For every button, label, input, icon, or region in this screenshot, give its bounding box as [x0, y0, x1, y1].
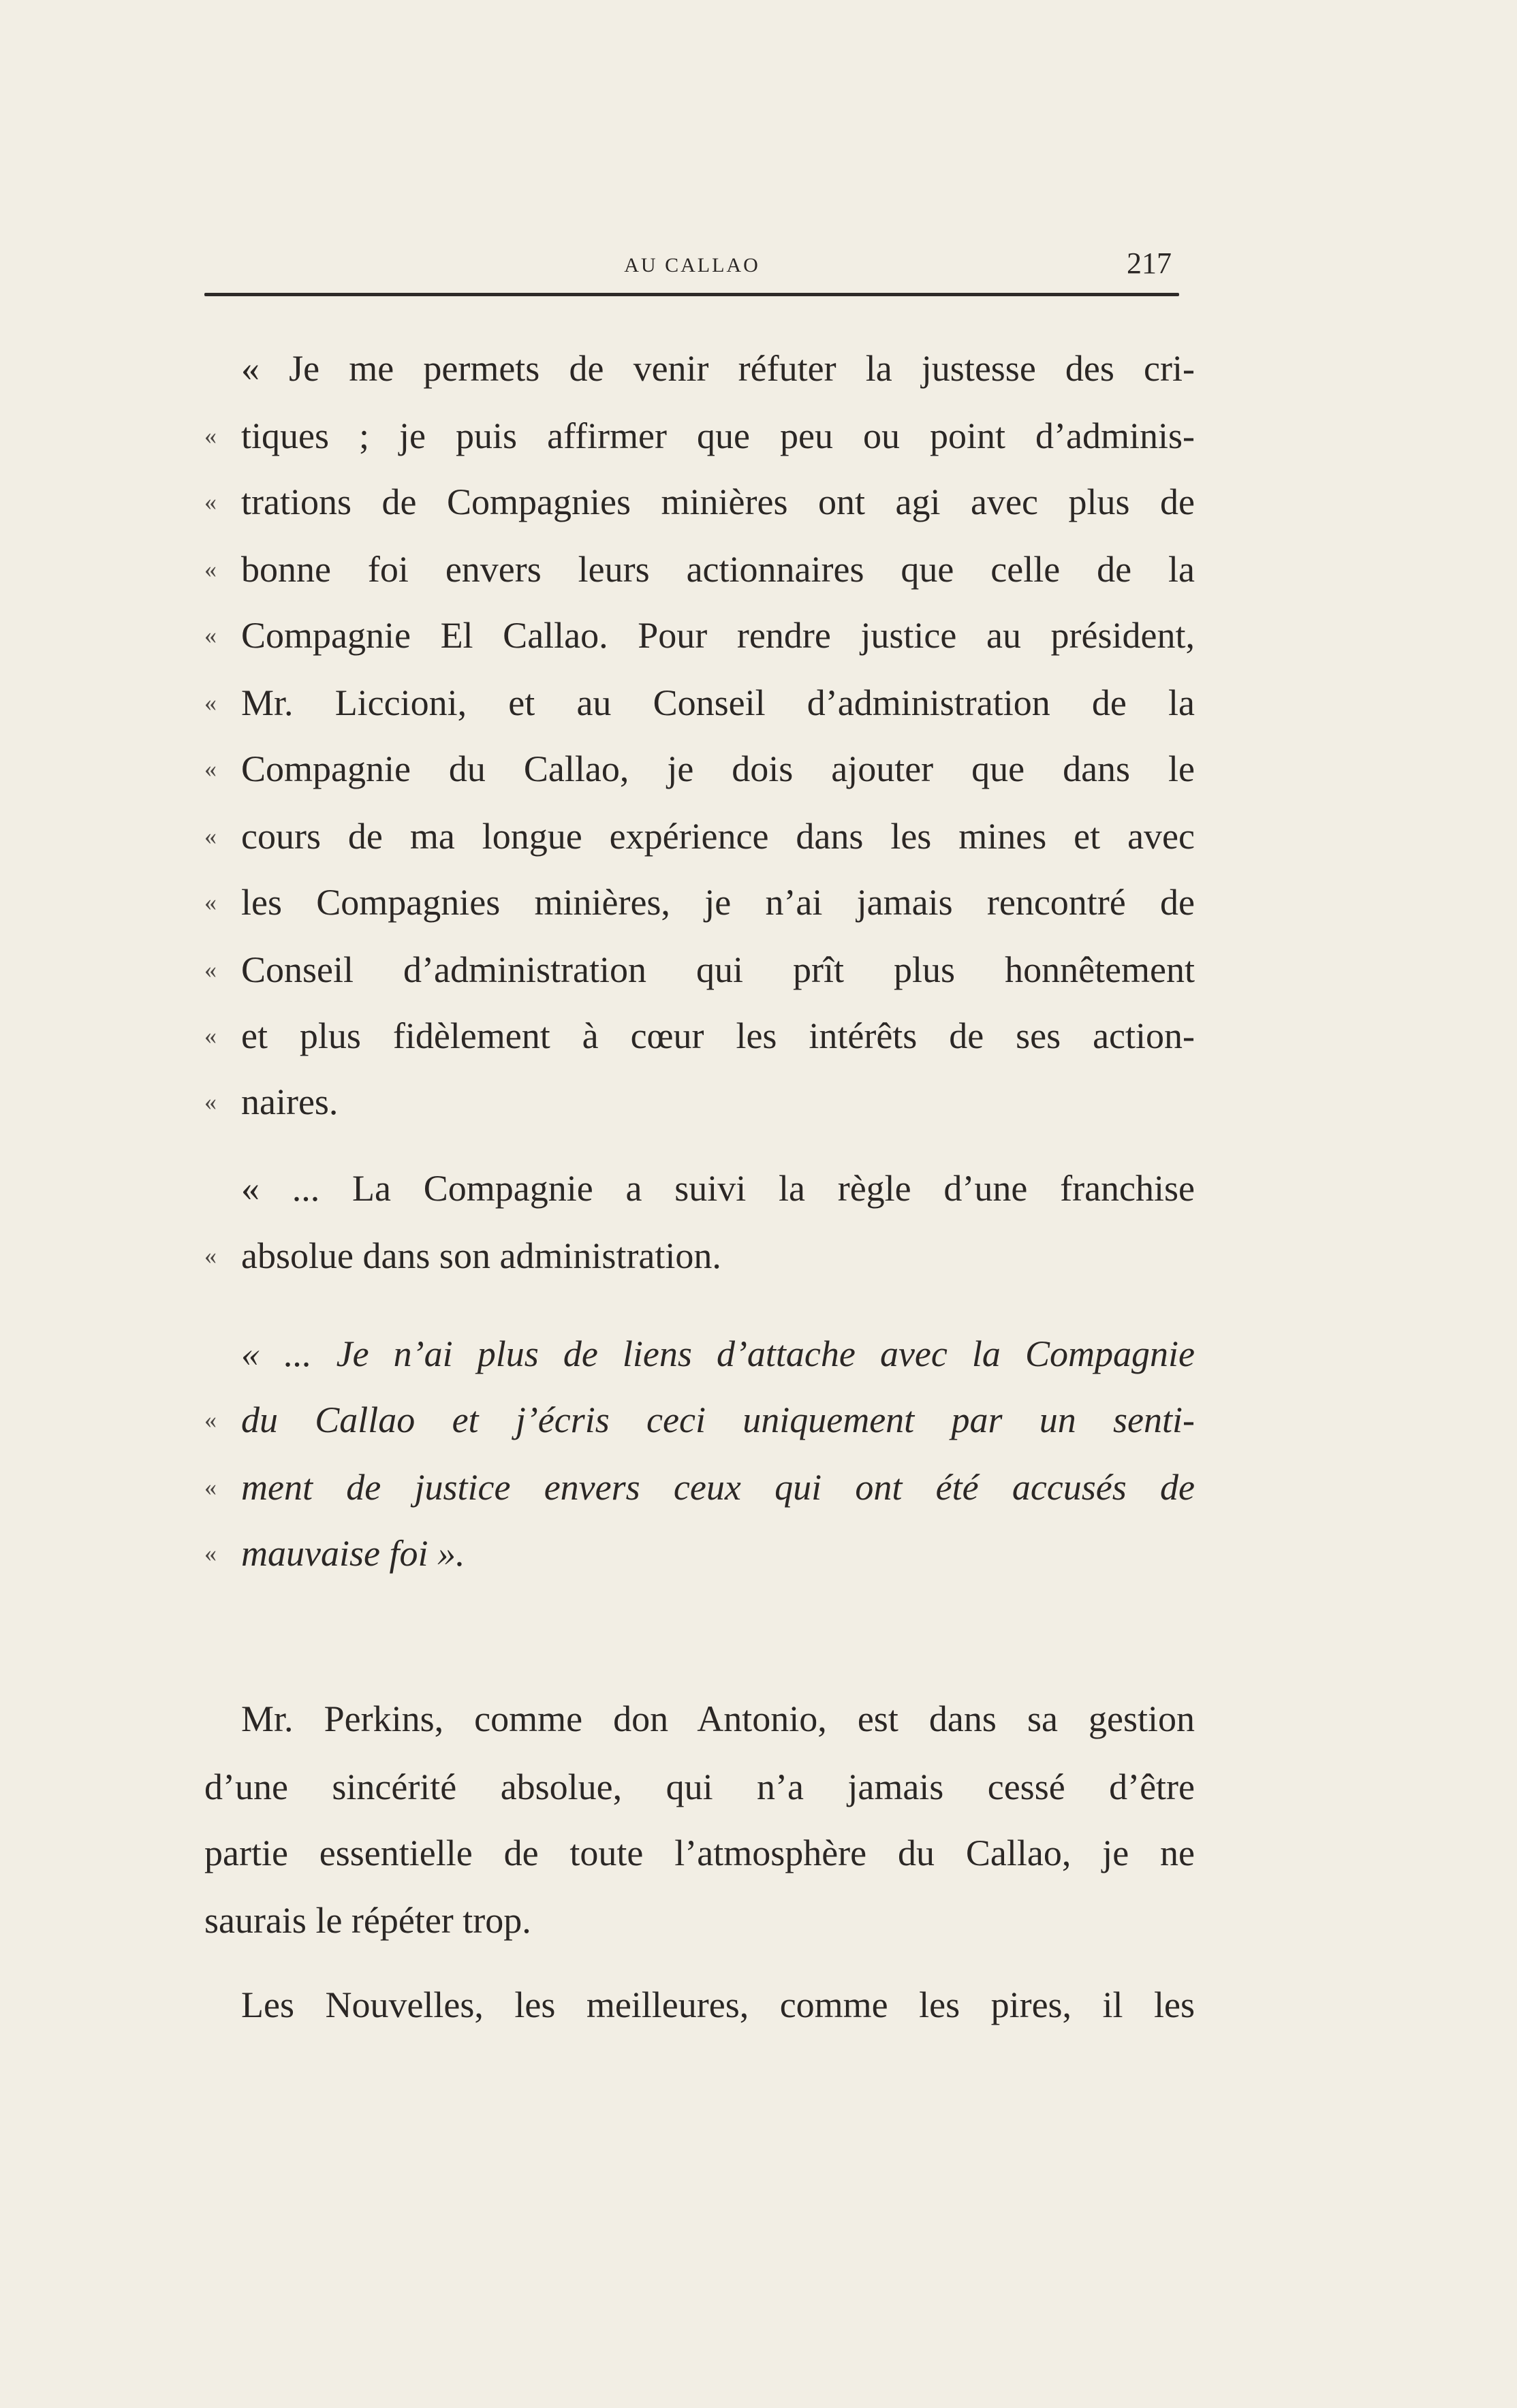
text-line — [204, 535, 1195, 603]
text-line — [204, 669, 1195, 737]
line-text: Compagnie du Callao, je dois ajouter que dans le — [241, 748, 1195, 789]
line-text: cours de ma longue expérience dans les mines et avec — [241, 816, 1195, 857]
line-text: Les Nouvelles, les meilleures, comme les pires, il les — [241, 1984, 1195, 2025]
text-line — [204, 601, 1195, 669]
text-line — [204, 1971, 1195, 2039]
line-text: partie essentielle de toute l’atmosphère du Callao, je ne — [204, 1833, 1195, 1873]
line-text: « ... Je n’ai plus de liens d’attache avec la Compagnie — [241, 1333, 1195, 1374]
line-text: les Compagnies minières, je n’ai jamais rencontré de — [241, 882, 1195, 923]
running-head: AU CALLAO — [624, 254, 760, 276]
text-line — [204, 334, 1195, 402]
text-line — [204, 1819, 1195, 1887]
quote-mark: « — [204, 1022, 217, 1049]
page-number: 217 — [1127, 247, 1172, 280]
line-text: saurais le répéter trop. — [204, 1900, 531, 1941]
line-text: Conseil d’administration qui prît plus honnêtement — [241, 949, 1195, 990]
line-text: « ... La Compagnie a suivi la règle d’une franchise — [241, 1168, 1195, 1209]
line-text: et plus fidèlement à cœur les intérêts de ses action- — [241, 1015, 1195, 1056]
quote-mark: « — [204, 755, 217, 782]
quote-mark: « — [204, 1474, 217, 1501]
text-line — [204, 1453, 1195, 1521]
text-line — [204, 468, 1195, 536]
text-line — [204, 1886, 1195, 1954]
text-line — [204, 1222, 1195, 1290]
quote-mark: « — [204, 823, 217, 850]
text-line — [204, 1753, 1195, 1821]
line-text: naires. — [241, 1081, 339, 1122]
quote-mark: « — [204, 1242, 217, 1269]
line-text: du Callao et j’écris ceci uniquement par un senti- — [241, 1399, 1195, 1440]
line-text: Mr. Liccioni, et au Conseil d’administration de la — [241, 682, 1195, 723]
line-text: absolue dans son administration. — [241, 1235, 721, 1276]
text-line — [204, 802, 1195, 870]
line-text: d’une sincérité absolue, qui n’a jamais cessé d’être — [204, 1767, 1195, 1807]
line-text: tiques ; je puis affirmer que peu ou point d’adminis- — [241, 415, 1195, 456]
quote-mark: « — [204, 1088, 217, 1115]
quote-mark: « — [204, 689, 217, 716]
text-line — [204, 936, 1195, 1004]
text-line — [204, 868, 1195, 936]
quote-mark: « — [204, 556, 217, 583]
quote-mark: « — [204, 1406, 217, 1433]
text-line — [204, 1068, 1195, 1136]
text-line — [204, 1685, 1195, 1753]
quote-mark: « — [204, 1540, 217, 1567]
text-line — [204, 402, 1195, 470]
text-line — [204, 1002, 1195, 1070]
line-text: Mr. Perkins, comme don Antonio, est dans sa gestion — [241, 1698, 1195, 1739]
quote-mark: « — [204, 622, 217, 649]
line-text: bonne foi envers leurs actionnaires que celle de la — [241, 549, 1195, 590]
quote-mark: « — [204, 422, 217, 449]
line-text: trations de Compagnies minières ont agi avec plus de — [241, 481, 1195, 522]
line-text: ment de justice envers ceux qui ont été accusés de — [241, 1467, 1195, 1508]
text-line — [204, 1519, 1195, 1587]
quote-mark: « — [204, 889, 217, 916]
line-text: mauvaise foi ». — [241, 1533, 465, 1574]
quote-mark: « — [204, 956, 217, 983]
text-line — [204, 1320, 1195, 1388]
header-rule — [204, 293, 1179, 296]
quote-mark: « — [204, 488, 217, 516]
line-text: Compagnie El Callao. Pour rendre justice au président, — [241, 615, 1195, 656]
line-text: « Je me permets de venir réfuter la justesse des cri- — [241, 348, 1195, 389]
text-line — [204, 735, 1195, 803]
text-line — [204, 1386, 1195, 1454]
text-line — [204, 1154, 1195, 1222]
